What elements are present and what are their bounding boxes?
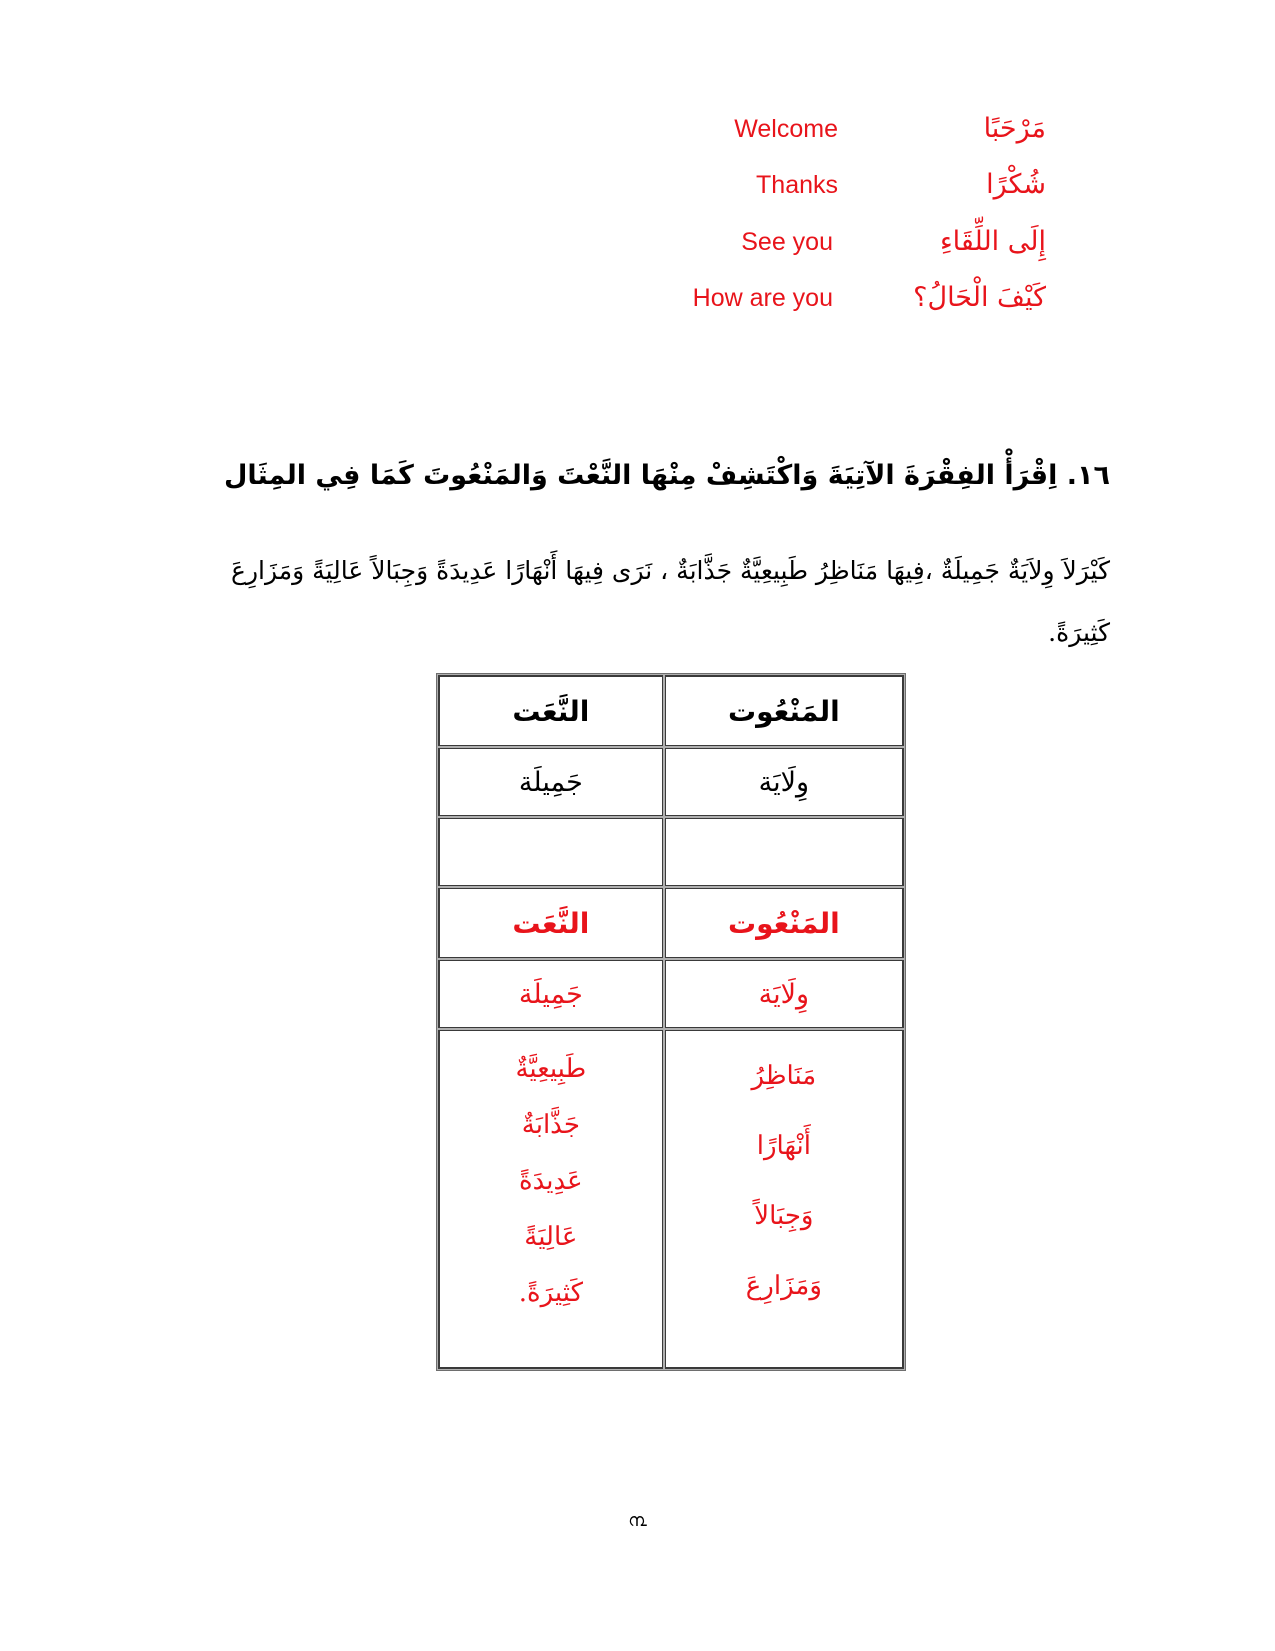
answers-manut-list (666, 1031, 902, 1361)
answer-cell-naat[interactable] (438, 817, 664, 887)
vocab-english: See you (741, 228, 833, 256)
list-item: وَمَزَارِعَ (745, 1271, 822, 1301)
list-item: أَنْهَارًا (756, 1131, 811, 1161)
vocab-english: How are you (692, 284, 833, 312)
vocab-arabic: مَرْحَبًا (983, 113, 1046, 144)
list-item: عَالِيَةً (524, 1222, 578, 1252)
header-manut: المَنْعُوت (664, 675, 904, 747)
grammar-table (436, 673, 906, 1371)
vocab-row (0, 228, 1275, 268)
table-row-empty (438, 817, 904, 887)
vocab-arabic: شُكْرًا (986, 169, 1046, 200)
list-item: مَنَاظِرُ (751, 1061, 817, 1091)
page-number: ൩ (628, 1510, 647, 1531)
answers-manut-cell (664, 1029, 904, 1369)
list-item: عَدِيدَةً (519, 1166, 583, 1196)
table-answers-row (438, 1029, 904, 1369)
example-manut: وِلَايَة (664, 747, 904, 817)
list-item: كَثِيرَةً. (518, 1278, 583, 1308)
table-header-row (438, 675, 904, 747)
answers-naat-list (440, 1031, 662, 1361)
answer-example-naat: جَمِيلَة (438, 959, 664, 1029)
table-row (438, 959, 904, 1029)
answer-cell-manut[interactable] (664, 817, 904, 887)
vocab-english: Welcome (734, 115, 838, 143)
vocab-english: Thanks (756, 171, 838, 199)
list-item: وَجِبَالاً (754, 1201, 814, 1231)
list-item: طَبِيعِيَّةٌ (515, 1054, 587, 1084)
exercise-passage: كَيْرَلاَ وِلاَيَةٌ جَمِيلَةٌ ،فِيهَا مَنَاظِرُ طَبِيعِيَّةٌ جَذَّابَةٌ ، نَرَى فِيهَا أَنْهَارًا عَدِيدَةً وَجِبَالاً عَالِيَةً وَمَزَارِعَ كَثِيرَةً. (231, 556, 1110, 647)
vocab-arabic: إِلَى اللِّقَاءِ (939, 226, 1046, 257)
table-answer-header-row (438, 887, 904, 959)
vocab-row (0, 284, 1275, 324)
vocab-row (0, 171, 1275, 211)
vocab-row (0, 115, 1275, 155)
exercise-heading: ١٦. اِقْرَأْ الفِقْرَةَ الآتِيَةَ وَاكْتَشِفْ مِنْهَا النَّعْتَ وَالمَنْعُوتَ كَمَا فِي المِثَال (223, 460, 1110, 491)
answer-header-naat: النَّعَت (438, 887, 664, 959)
example-naat: جَمِيلَة (438, 747, 664, 817)
vocab-arabic: كَيْفَ الْحَالُ؟ (913, 282, 1046, 313)
list-item: جَذَّابَةٌ (521, 1110, 580, 1140)
answer-example-manut: وِلَايَة (664, 959, 904, 1029)
answers-naat-cell (438, 1029, 664, 1369)
header-naat: النَّعَت (438, 675, 664, 747)
answer-header-manut: المَنْعُوت (664, 887, 904, 959)
table-row (438, 747, 904, 817)
